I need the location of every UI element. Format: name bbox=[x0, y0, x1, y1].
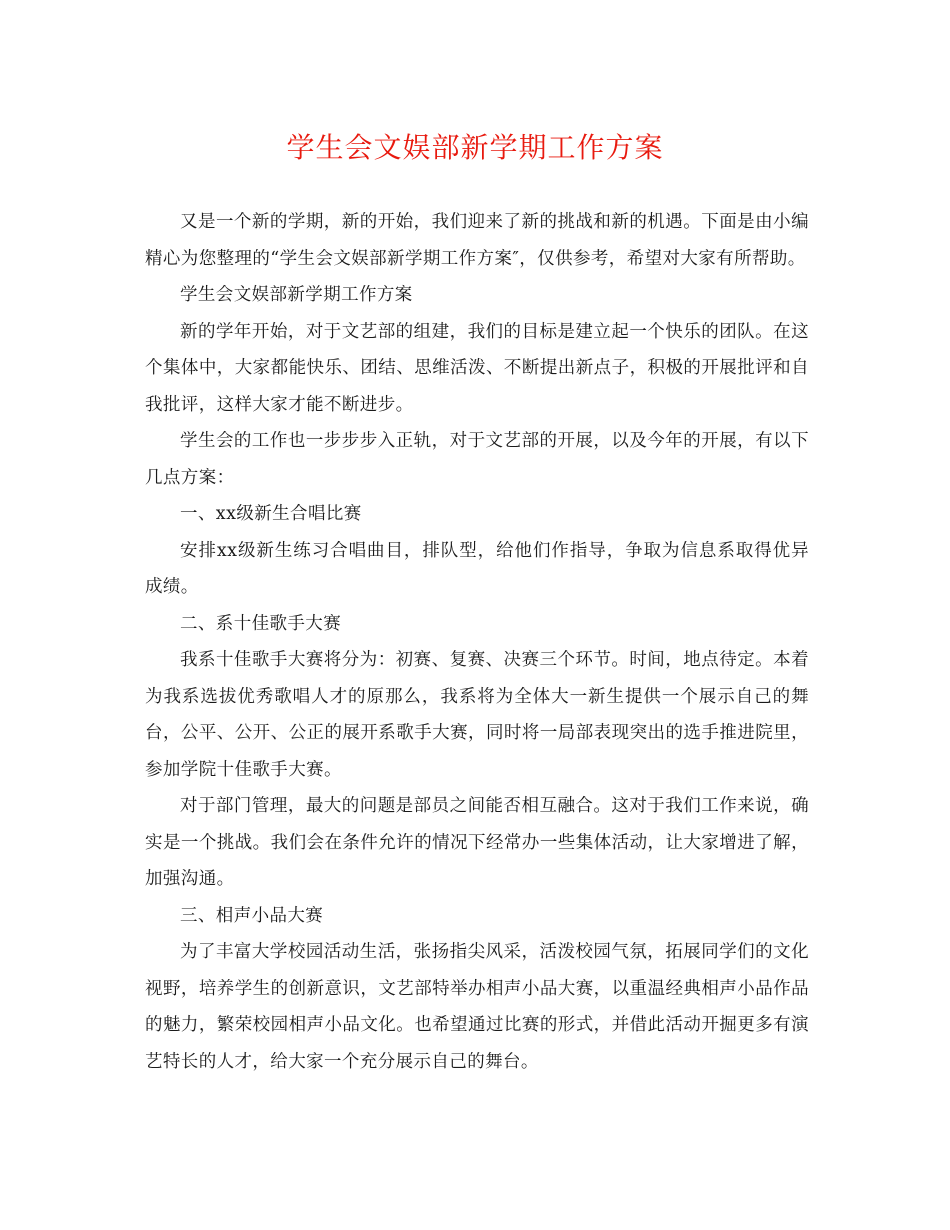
document-title: 学生会文娱部新学期工作方案 bbox=[286, 131, 664, 164]
goal-paragraph: 新的学年开始，对于文艺部的组建，我们的目标是建立起一个快乐的团队。在这个集体中，大家都能快乐、团结、思维活泼、不断提出新点子，积极的开展批评和自我批评，这样大家才能不断进步。 bbox=[145, 321, 809, 415]
comedy-paragraph: 为了丰富大学校园活动生活，张扬指尖风采，活泼校园气氛，拓展同学们的文化视野，培养学生的创新意识，文艺部特举办相声小品大赛，以重温经典相声小品作品的魅力，繁荣校园相声小品文化。也希望通过比赛的形式，并借此活动开掘更多有演艺特长的人才，给大家一个充分展示自己的舞台。 bbox=[145, 942, 809, 1072]
singer-paragraph: 我系十佳歌手大赛将分为：初赛、复赛、决赛三个环节。时间，地点待定。本着为我系选拔优秀歌唱人才的原那么，我系将为全体大一新生提供一个展示自己的舞台，公平、公开、公正的展开系歌手大赛，同时将一局部表现突出的选手推进院里，参加学院十佳歌手大赛。 bbox=[145, 650, 809, 780]
choir-paragraph: 安排xx级新生练习合唱曲目，排队型，给他们作指导，争取为信息系取得优异成绩。 bbox=[145, 540, 809, 597]
section-heading-choir: 一、xx级新生合唱比赛 bbox=[180, 504, 362, 524]
section-heading-singer: 二、系十佳歌手大赛 bbox=[180, 613, 342, 634]
section-heading-comedy: 三、相声小品大赛 bbox=[180, 905, 324, 926]
section-heading-plan: 学生会文娱部新学期工作方案 bbox=[180, 285, 413, 305]
intro-paragraph: 又是一个新的学期，新的开始，我们迎来了新的挑战和新的机遇。下面是由小编精心为您整理的“学生会文娱部新学期工作方案″，仅供参考，希望对大家有所帮助。 bbox=[145, 212, 809, 269]
plans-intro-paragraph: 学生会的工作也一步步步入正轨，对于文艺部的开展，以及今年的开展，有以下几点方案： bbox=[145, 431, 809, 488]
management-paragraph: 对于部门管理，最大的问题是部员之间能否相互融合。这对于我们工作来说，确实是一个挑战。我们会在条件允许的情况下经常办一些集体活动，让大家增进了解，加强沟通。 bbox=[145, 796, 809, 889]
document-body bbox=[145, 204, 809, 1080]
